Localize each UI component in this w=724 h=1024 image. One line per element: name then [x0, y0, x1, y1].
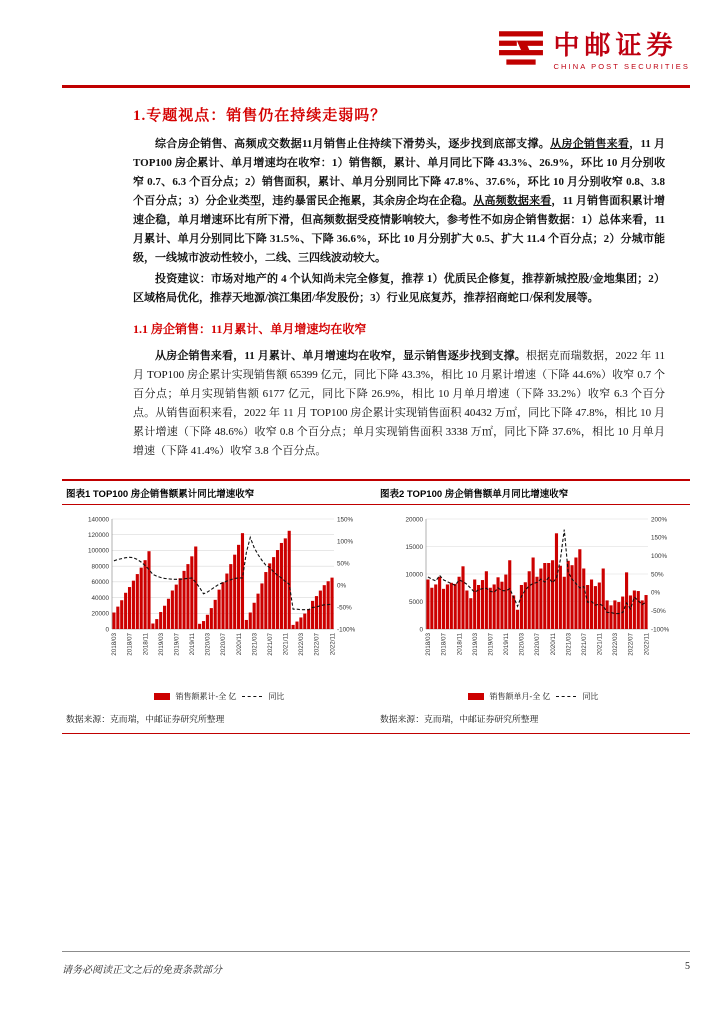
svg-text:2022/11: 2022/11 [329, 633, 337, 656]
svg-text:0: 0 [419, 626, 423, 634]
page-footer [62, 951, 690, 976]
svg-text:2021/11: 2021/11 [596, 633, 604, 656]
svg-text:2019/11: 2019/11 [189, 633, 196, 656]
figure-charts-row [62, 505, 690, 706]
svg-text:2021/07: 2021/07 [266, 633, 274, 656]
svg-text:60000: 60000 [91, 579, 109, 587]
svg-text:15000: 15000 [405, 543, 423, 551]
brand-name-en: CHINA POST SECURITIES [553, 62, 690, 72]
section-title: 1.专题视点：销售仍在持续走弱吗？ [133, 108, 387, 124]
svg-text:-100%: -100% [337, 626, 356, 634]
svg-text:2020/11: 2020/11 [235, 633, 243, 656]
figure-1-chart [62, 509, 376, 706]
svg-text:2021/03: 2021/03 [565, 633, 573, 656]
brand-text [553, 29, 690, 72]
svg-text:-100%: -100% [651, 626, 670, 634]
bar-series [112, 531, 333, 629]
x-axis-labels [425, 633, 650, 656]
svg-text:50%: 50% [651, 571, 664, 579]
text-segment: 从房企销售来看 [550, 138, 630, 150]
bar-legend-swatch [468, 693, 484, 700]
figure-1-title: 图表1 TOP100 房企销售额累计同比增速收窄 [66, 489, 255, 500]
paragraph [133, 347, 665, 461]
intro-paragraphs [133, 135, 665, 308]
svg-text:2021/03: 2021/03 [251, 633, 259, 656]
svg-text:2022/11: 2022/11 [643, 633, 651, 656]
svg-text:2020/07: 2020/07 [534, 633, 542, 656]
svg-text:2018/11: 2018/11 [456, 633, 464, 656]
svg-text:100%: 100% [651, 552, 668, 560]
svg-text:2021/11: 2021/11 [282, 633, 290, 656]
svg-text:2020/03: 2020/03 [518, 633, 526, 656]
svg-text:100000: 100000 [87, 547, 109, 555]
subsection-paragraphs [133, 347, 665, 461]
svg-text:20000: 20000 [91, 610, 109, 618]
svg-text:0%: 0% [337, 582, 347, 590]
figure-2-source: 数据来源：克而瑞，中邮证券研究所整理 [380, 714, 539, 724]
text-segment: 综合房企销售、高频成交数据11月销售止住持续下滑势头，逐步找到底部支撑。 [155, 138, 551, 150]
figure-1-source: 数据来源：克而瑞，中邮证券研究所整理 [66, 714, 225, 724]
bar-legend-swatch [154, 693, 170, 700]
brand-emblem-icon [498, 28, 544, 75]
svg-text:100%: 100% [337, 538, 354, 546]
svg-text:2020/03: 2020/03 [204, 633, 212, 656]
svg-text:80000: 80000 [91, 563, 109, 571]
text-segment: 投资建议：市场对地产的 4 个认知尚未完全修复，推荐 1）优质民企修复，推荐新城控股/金地集团；2）区域格局优化，推荐天地源/滨江集团/华发股份；3）行业见底复苏，推荐招商蛇口/保利发展等。 [133, 273, 665, 304]
svg-text:2022/03: 2022/03 [612, 633, 620, 656]
figure-sources-row [62, 706, 690, 733]
text-segment: ，11 月 TOP100 房企累计、单月增速均在收窄：1）销售额，累计、单月同比下降 43.3%、26.9%，环比 10 月分别收窄 0.7、6.3 个百分点；2）销售面积，累计、单月分别同比下降 47.8%、37.6%，环比 10 月分别收窄 0.8、3.8 个百分点；3）分企业类型，违约暴雷民企拖累，其余房企均在企稳。 [133, 138, 665, 207]
svg-text:2022/07: 2022/07 [313, 633, 321, 656]
page-header [0, 0, 724, 75]
svg-text:150%: 150% [651, 534, 668, 542]
svg-text:2018/07: 2018/07 [440, 633, 448, 656]
svg-text:2018/03: 2018/03 [111, 633, 119, 656]
figure-title-row [62, 481, 690, 505]
text-segment: 根据克而瑞数据，2022 年 11 月 TOP100 房企累计实现销售额 65399 亿元，同比下降 43.3%，相比 10 月累计增速（下降 44.6%）收窄 0.7 个百分点；单月实现销售额 6177 亿元，同比下降 26.9%，相比 10 月单月增速（下降 33.2%）收窄 6.3 个百分点。从销售面积来看，2022 年 11 月 TOP100 房企累计实现销售面积 40432 万㎡，同比下降 47.8%，相比 10 月累计增速（下降 48.6%）收窄 0.8 个百分点；单月实现销售面积 3338 万㎡，同比下降 37.6%，相比 10 月单月增速（下降 41.4%）收窄 3.8 个百分点。 [133, 350, 666, 457]
chart-canvas [380, 509, 684, 691]
svg-text:5000: 5000 [408, 598, 423, 606]
svg-text:-50%: -50% [337, 604, 352, 612]
svg-text:0: 0 [105, 626, 109, 634]
svg-text:2019/11: 2019/11 [503, 633, 510, 656]
bar-legend-label: 销售额累计-全 亿 [175, 692, 237, 701]
svg-text:20000: 20000 [405, 516, 423, 524]
svg-text:200%: 200% [651, 516, 668, 524]
svg-text:2018/03: 2018/03 [425, 633, 433, 656]
figure-block [62, 479, 690, 734]
svg-text:2020/07: 2020/07 [220, 633, 228, 656]
svg-text:140000: 140000 [87, 516, 109, 524]
svg-text:50%: 50% [337, 560, 350, 568]
figure-2-chart [376, 509, 690, 706]
svg-text:2018/11: 2018/11 [142, 633, 150, 656]
chart-legend [468, 691, 599, 706]
svg-text:0%: 0% [651, 589, 661, 597]
line-legend-swatch [242, 696, 262, 697]
chart-legend [154, 691, 285, 706]
svg-text:2022/03: 2022/03 [298, 633, 306, 656]
svg-text:150%: 150% [337, 516, 354, 524]
footer-disclaimer: 请务必阅读正文之后的免责条款部分 [62, 965, 222, 976]
line-legend-label: 同比 [268, 692, 285, 701]
bar-series [426, 533, 647, 629]
text-segment: 从高频数据来看 [473, 195, 552, 207]
text-segment: ，11 月销售面积累计增速企稳，单月增速环比有所下滑，但高频数据受疫情影响较大，参考性不如房企销售数据：1）总体来看，11 月累计、单月分别同比下降 31.5%、下降 36.6%，环比 10 月分别扩大 0.5、扩大 11.4 个百分点；2）分城市能级，一线城市波动性较小，二线、三四线波动较大。 [133, 195, 666, 264]
svg-text:10000: 10000 [405, 571, 423, 579]
text-segment: 从房企销售来看，11 月累计、单月增速均在收窄，显示销售逐步找到支撑。 [155, 350, 526, 362]
svg-text:2021/07: 2021/07 [580, 633, 588, 656]
svg-text:2022/07: 2022/07 [627, 633, 635, 656]
svg-text:2019/03: 2019/03 [471, 633, 479, 656]
figure-2-title: 图表2 TOP100 房企销售额单月同比增速收窄 [380, 489, 569, 500]
svg-text:40000: 40000 [91, 594, 109, 602]
svg-text:2019/07: 2019/07 [173, 633, 181, 656]
svg-text:2019/07: 2019/07 [487, 633, 495, 656]
brand-name-cn: 中邮证券 [553, 29, 678, 60]
line-legend-swatch [556, 696, 576, 697]
x-axis-labels [111, 633, 336, 656]
line-legend-label: 同比 [582, 692, 599, 701]
bar-legend-label: 销售额单月-全 亿 [489, 692, 551, 701]
paragraph [133, 135, 665, 268]
header-divider [62, 85, 690, 88]
svg-text:2018/07: 2018/07 [126, 633, 134, 656]
svg-text:2019/03: 2019/03 [157, 633, 165, 656]
page-number: 5 [685, 961, 690, 972]
svg-text:-50%: -50% [651, 607, 666, 615]
chart-canvas [66, 509, 370, 691]
svg-text:2020/11: 2020/11 [549, 633, 557, 656]
subsection-title: 1.1 房企销售：11月累计、单月增速均在收窄 [133, 322, 367, 336]
svg-text:120000: 120000 [87, 532, 109, 540]
paragraph [133, 270, 665, 308]
